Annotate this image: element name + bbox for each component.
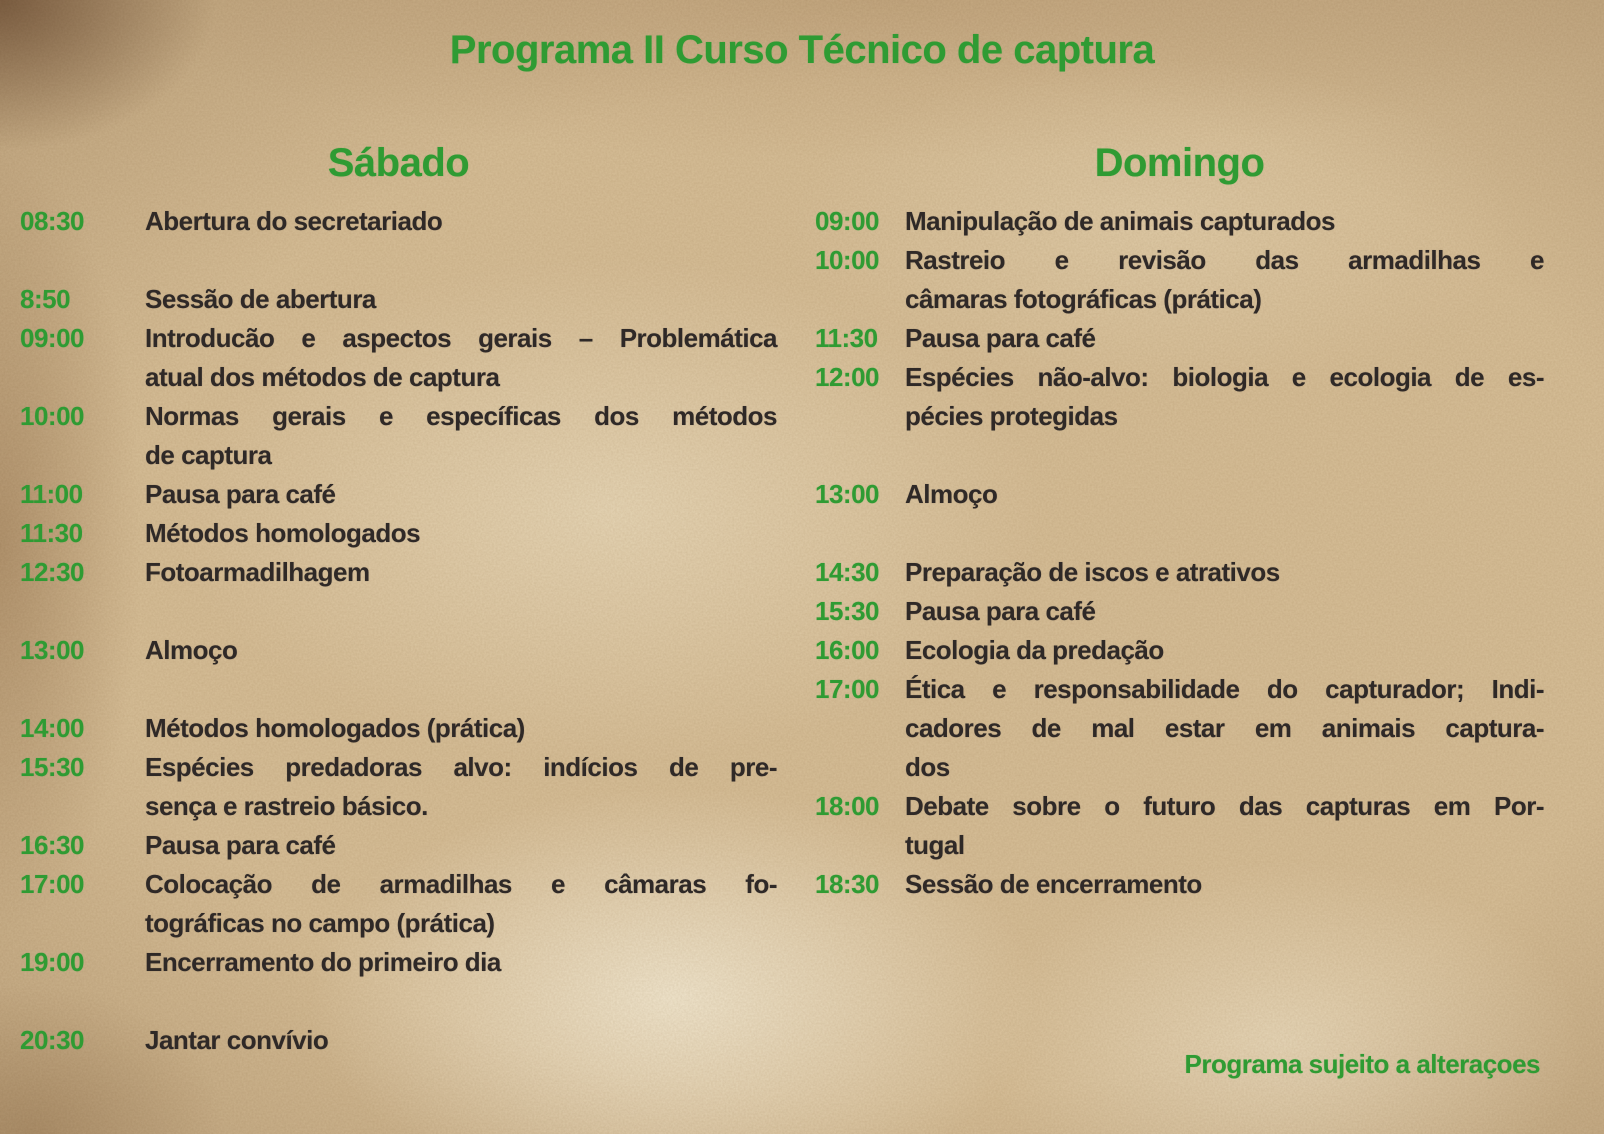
event-description-line: dos xyxy=(905,752,950,782)
footer-note: Programa sujeito a alteraçoes xyxy=(1184,1049,1540,1079)
time-label: 16:00 xyxy=(815,635,879,665)
event-description xyxy=(905,592,1544,631)
time-label: 18:30 xyxy=(815,869,879,899)
event-description-line: atual dos métodos de captura xyxy=(145,362,500,392)
event-description xyxy=(145,943,777,982)
event-description-line: Sessão de abertura xyxy=(145,284,376,314)
event-description xyxy=(145,319,777,397)
time-label: 14:00 xyxy=(20,713,84,743)
schedule-row xyxy=(20,553,777,592)
schedule-row xyxy=(20,748,777,826)
schedule-row xyxy=(20,865,777,943)
schedule-row xyxy=(20,514,777,553)
sunday-header: Domingo xyxy=(1094,141,1265,185)
event-description-line: Jantar convívio xyxy=(145,1025,329,1055)
event-description-line: Encerramento do primeiro dia xyxy=(145,947,501,977)
time-label: 12:30 xyxy=(20,557,84,587)
time-label: 15:30 xyxy=(815,596,879,626)
event-description-line: tugal xyxy=(905,830,965,860)
schedule-row xyxy=(815,241,1544,319)
time-label: 20:30 xyxy=(20,1025,84,1055)
schedule-row xyxy=(815,631,1544,670)
event-description-line: Pausa para café xyxy=(145,479,336,509)
event-description xyxy=(905,670,1544,787)
schedule-row xyxy=(20,709,777,748)
time-label: 16:30 xyxy=(20,830,84,860)
event-description-line: Fotoarmadilhagem xyxy=(145,557,370,587)
event-description xyxy=(905,358,1544,436)
schedule-row xyxy=(815,865,1544,904)
event-description-line: Manipulação de animais capturados xyxy=(905,206,1335,236)
time-label: 17:00 xyxy=(20,869,84,899)
page-title: Programa II Curso Técnico de captura xyxy=(449,28,1155,72)
event-description xyxy=(145,826,777,865)
event-description-line: Métodos homologados xyxy=(145,518,421,548)
event-description-line: Normas gerais e específicas dos métodos xyxy=(145,401,777,431)
event-description xyxy=(905,787,1544,865)
schedule-row xyxy=(20,397,777,475)
schedule-row xyxy=(815,670,1544,787)
event-description-line: Almoço xyxy=(905,479,998,509)
schedule-row xyxy=(815,319,1544,358)
event-description-line: Almoço xyxy=(145,635,238,665)
event-description-line: Ecologia da predação xyxy=(905,635,1164,665)
time-label: 13:00 xyxy=(20,635,84,665)
event-description-line: sença e rastreio básico. xyxy=(145,791,428,821)
event-description-line: Colocação de armadilhas e câmaras fo- xyxy=(145,869,777,899)
event-description-line: Introducão e aspectos gerais – Problemática xyxy=(145,323,777,353)
event-description-line: cadores de mal estar em animais captura- xyxy=(905,713,1544,743)
schedule-row xyxy=(20,1021,777,1060)
event-description-line: Métodos homologados (prática) xyxy=(145,713,525,743)
time-label: 09:00 xyxy=(815,206,879,236)
event-description xyxy=(905,631,1544,670)
schedule-row xyxy=(20,826,777,865)
event-description xyxy=(905,319,1544,358)
event-description xyxy=(905,202,1544,241)
event-description xyxy=(905,553,1544,592)
schedule-row xyxy=(20,319,777,397)
event-description-line: Pausa para café xyxy=(905,596,1096,626)
time-label: 13:00 xyxy=(815,479,879,509)
event-description xyxy=(145,280,777,319)
time-label: 18:00 xyxy=(815,791,879,821)
event-description-line: Debate sobre o futuro das capturas em Por- xyxy=(905,791,1544,821)
schedule-row xyxy=(20,280,777,319)
schedule-row xyxy=(815,592,1544,631)
time-label: 11:30 xyxy=(815,323,878,353)
schedule-row xyxy=(815,358,1544,436)
time-label: 09:00 xyxy=(20,323,84,353)
event-description-line: Rastreio e revisão das armadilhas e xyxy=(905,245,1544,275)
event-description-line: de captura xyxy=(145,440,272,470)
event-description xyxy=(145,202,777,241)
time-label: 14:30 xyxy=(815,557,879,587)
schedule-row xyxy=(20,631,777,670)
time-label: 15:30 xyxy=(20,752,84,782)
schedule-row xyxy=(20,202,777,241)
schedule-row xyxy=(815,202,1544,241)
event-description xyxy=(145,709,777,748)
event-description xyxy=(905,241,1544,319)
schedule-row xyxy=(815,787,1544,865)
schedule-row xyxy=(20,943,777,982)
event-description-line: Espécies predadoras alvo: indícios de pre- xyxy=(145,752,777,782)
event-description xyxy=(145,397,777,475)
event-description-line: pécies protegidas xyxy=(905,401,1118,431)
saturday-header: Sábado xyxy=(327,141,470,185)
event-description-line: Sessão de encerramento xyxy=(905,869,1202,899)
event-description-line: Pausa para café xyxy=(145,830,336,860)
event-description xyxy=(145,475,777,514)
event-description xyxy=(145,553,777,592)
time-label: 08:30 xyxy=(20,206,84,236)
event-description xyxy=(905,865,1544,904)
event-description xyxy=(145,514,777,553)
schedule-row xyxy=(20,475,777,514)
event-description xyxy=(145,865,777,943)
event-description-line: Espécies não-alvo: biologia e ecologia de es- xyxy=(905,362,1544,392)
time-label: 11:30 xyxy=(20,518,83,548)
time-label: 11:00 xyxy=(20,479,83,509)
time-label: 8:50 xyxy=(20,284,71,314)
event-description-line: Pausa para café xyxy=(905,323,1096,353)
saturday-column xyxy=(20,140,777,1060)
event-description-line: Preparação de iscos e atrativos xyxy=(905,557,1280,587)
time-label: 12:00 xyxy=(815,362,879,392)
time-label: 10:00 xyxy=(20,401,84,431)
event-description-line: Abertura do secretariado xyxy=(145,206,443,236)
time-label: 17:00 xyxy=(815,674,879,704)
schedule-row xyxy=(815,475,1544,514)
time-label: 10:00 xyxy=(815,245,879,275)
event-description xyxy=(145,631,777,670)
event-description-line: câmaras fotográficas (prática) xyxy=(905,284,1262,314)
event-description xyxy=(145,748,777,826)
time-label: 19:00 xyxy=(20,947,84,977)
event-description xyxy=(905,475,1544,514)
schedule-row xyxy=(815,553,1544,592)
event-description-line: Ética e responsabilidade do capturador; Indi- xyxy=(905,674,1544,704)
event-description xyxy=(145,1021,777,1060)
sunday-column xyxy=(815,140,1544,904)
event-description-line: tográficas no campo (prática) xyxy=(145,908,495,938)
